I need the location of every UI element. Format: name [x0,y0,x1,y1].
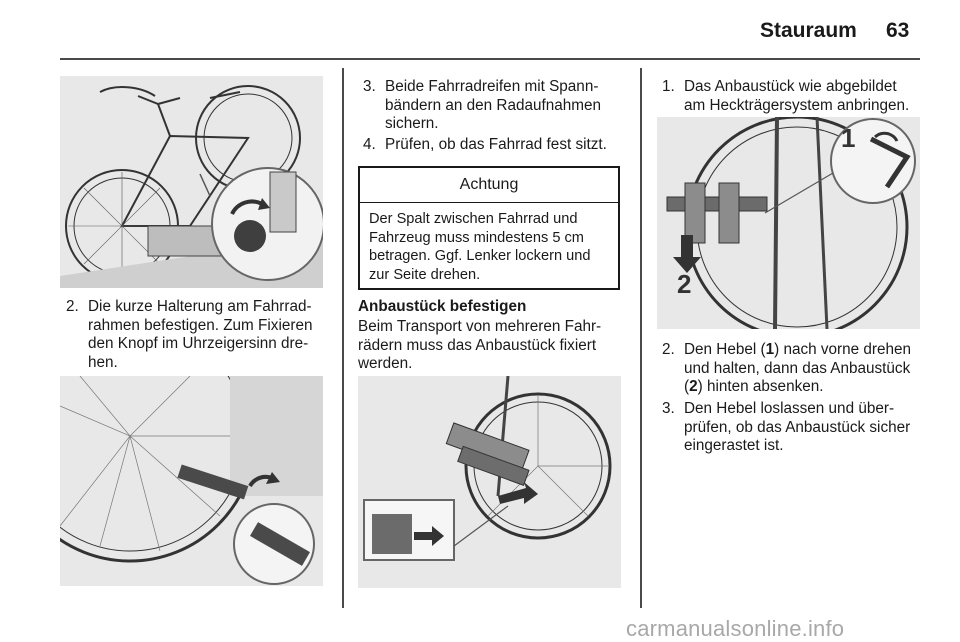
step-line: prüfen, ob das Anbaustück sicher [684,418,911,436]
illustration-attachment-mounting [358,376,621,588]
illustration-lever-attachment [657,117,920,329]
bold-callout-ref: 1 [765,341,775,358]
figure-bike-frame-holder [60,76,323,288]
middle-step-4 [363,136,625,155]
step-line: Den Hebel loslassen und über- [684,400,895,417]
middle-step-3 [363,78,625,134]
column-divider-left [342,68,344,608]
step-number: 1. [662,78,675,95]
header-rule [60,58,920,60]
section-heading: Anbaustück befestigen [358,298,527,315]
step-text [684,341,924,397]
step-line: Das Anbaustück wie abgebildet [684,78,897,95]
text-segment: ( [684,378,690,395]
right-step-1 [662,78,924,115]
section-paragraph [358,318,628,374]
achtung-line: zur Seite drehen. [369,266,481,283]
step-line: hen. [88,353,118,371]
step-line-3 [684,378,824,395]
achtung-line: betragen. Ggf. Lenker lockern und [369,248,591,264]
figure-lever-attachment [657,117,920,329]
achtung-line: Der Spalt zwischen Fahrrad und [369,211,578,227]
step-text [385,136,625,155]
text-segment: ) hinten absenken. [697,378,824,395]
step-text [684,400,924,456]
text-segment: ) nach vorne drehen [774,341,912,358]
step-text [684,78,924,115]
step-line: eingerastet ist. [684,437,784,454]
illustration-wheel-strap [60,376,323,586]
step-text [385,78,625,134]
step-line: bändern an den Radaufnahmen [385,96,602,114]
achtung-line: Fahrzeug muss mindestens 5 cm [369,229,584,246]
figure-wheel-strap [60,376,323,586]
page-number: 63 [886,19,910,42]
step-line: sichern. [385,115,439,132]
step-line: Beide Fahrradreifen mit Spann- [385,78,599,95]
right-step-2 [662,341,924,397]
paragraph-line: rädern muss das Anbaustück fixiert [358,336,597,354]
text-segment: Den Hebel ( [684,341,766,358]
paragraph-line: werden. [358,355,413,372]
step-line-2: und halten, dann das Anbaustück [684,359,911,377]
illustration-bike-frame-holder [60,76,323,288]
step-number: 3. [662,400,675,417]
step-number: 2. [66,298,79,315]
step-line-1 [684,341,911,358]
paragraph-line: Beim Transport von mehreren Fahr- [358,318,602,335]
callout-2: 2 [677,269,692,299]
step-line: Prüfen, ob das Fahrrad fest sitzt. [385,136,607,153]
step-number: 3. [363,78,376,95]
achtung-warning-box [358,166,620,290]
step-line: am Heckträgersystem anbringen. [684,96,910,114]
step-line: rahmen befestigen. Zum Fixieren [88,316,313,334]
step-number: 4. [363,136,376,153]
watermark: carmanualsonline.info [626,616,845,641]
achtung-title: Achtung [360,168,618,203]
step-number: 2. [662,341,675,358]
step-line: Die kurze Halterung am Fahrrad- [88,298,312,315]
right-step-3 [662,400,924,456]
step-text [88,298,328,372]
figure-attachment-mounting [358,376,621,588]
column-divider-right [640,68,642,608]
step-line: den Knopf im Uhrzeigersinn dre- [88,335,309,352]
achtung-body [360,203,618,284]
page-header-title: Stauraum [760,19,857,42]
left-step-2 [66,298,328,372]
callout-1: 1 [841,123,856,153]
bold-callout-ref: 2 [689,378,698,395]
